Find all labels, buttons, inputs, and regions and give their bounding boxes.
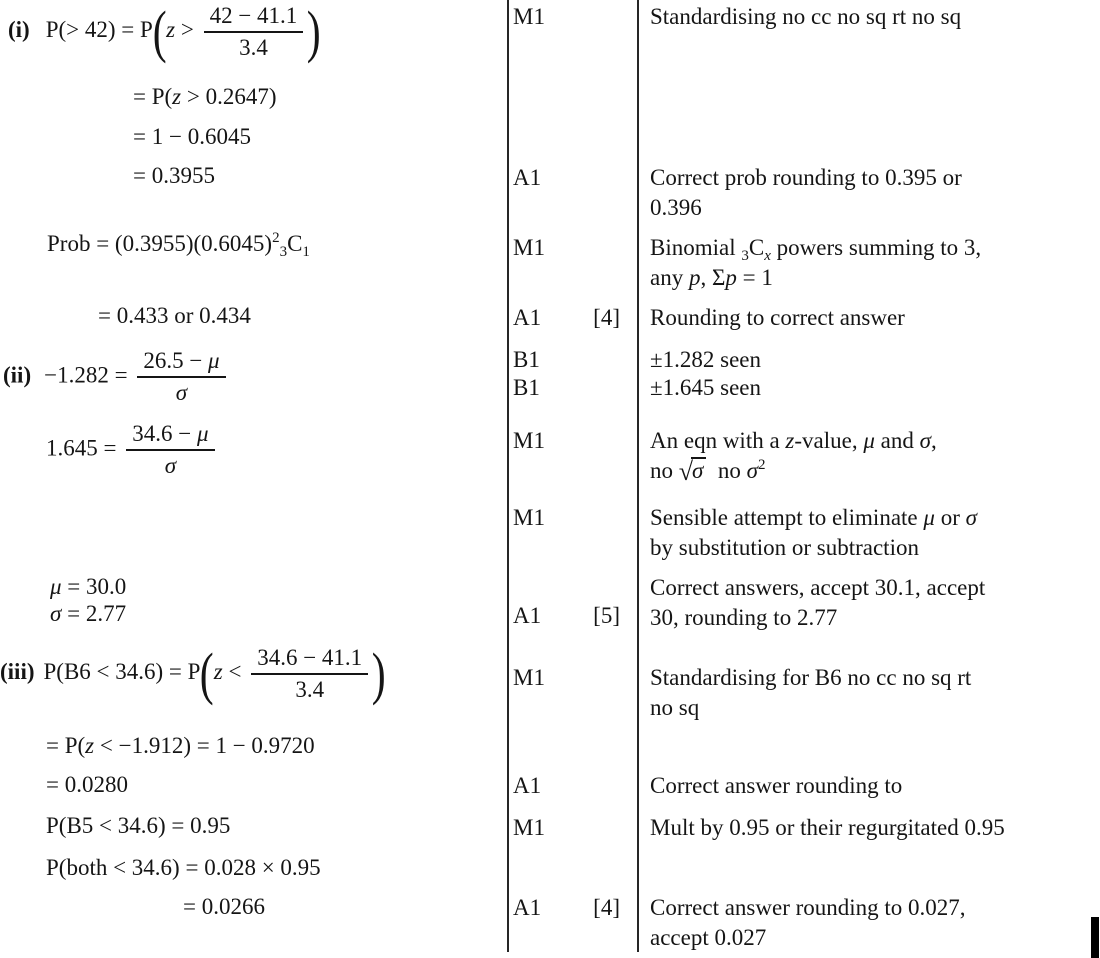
mark-label: A1 [513,603,542,628]
comment-text: Rounding to correct answer [650,305,905,330]
total-bracket: [4] [593,895,620,920]
comment-text: Standardising for B6 no cc no sq rt no sq [650,665,972,720]
working-line-i-oneminus: = 1 − 0.6045 [133,124,251,149]
mark-label: M1 [513,428,545,453]
mark-row [513,893,1098,950]
working-line-i-prob: = 0.3955 [133,163,215,188]
mark-label: B1 [513,347,540,372]
mark-row [513,771,1098,798]
working-line-iii-both: P(both < 34.6) = 0.028 × 0.95 [46,855,321,880]
mark-row [513,163,1098,220]
comment-text: ±1.645 seen [650,375,761,400]
comment-text: ±1.282 seen [650,347,761,372]
working-line-ii-mu: μ = 30.0 [50,574,127,599]
comment-text: Correct answer rounding to 0.027, accept 0.027 [650,895,966,950]
text-cursor [1091,917,1099,958]
working-line-iii-eq: (iii) P(B6 < 34.6) = P(z < $\frac{34.6 - 41.1}{3.4}$ ) [0,641,386,706]
working-line-i-binomial: Prob = $(0.3955)(0.6045)^2_3C_1$ [47,230,310,260]
mark-row [513,345,1098,372]
mark-row [513,426,1098,486]
mark-label: B1 [513,375,540,400]
mark-row [513,2,1098,29]
mark-label: M1 [513,815,545,840]
mark-row [513,233,1098,290]
total-bracket: [4] [593,305,620,330]
working-line-iii-answer: = 0.0266 [183,894,265,919]
working-line-ii-sigma: σ = 2.77 [50,601,127,626]
mark-row [513,663,1098,720]
comment-text: Correct answers, accept 30.1, accept 30, rounding to 2.77 [650,575,986,630]
marks-comments-divider [637,0,639,952]
mark-row [513,373,1098,400]
working-line-iii-b5: P(B5 < 34.6) = 0.95 [46,813,231,838]
mark-label: A1 [513,773,542,798]
mark-label: A1 [513,895,542,920]
mark-row [513,303,1098,330]
working-line-i-answer: = 0.433 or 0.434 [98,303,251,328]
working-line-i-z: = P(z > 0.2647) [133,84,277,109]
mark-label: A1 [513,305,542,330]
mark-label: M1 [513,665,545,690]
mark-label: M1 [513,505,545,530]
comment-text: Correct answer rounding to [650,773,903,798]
comment-text: Sensible attempt to eliminate μ or σ by substitution or subtraction [650,505,977,560]
mark-label: M1 [513,4,545,29]
comment-text: Mult by 0.95 or their regurgitated 0.95 [650,815,1005,840]
mark-row [513,503,1098,560]
mark-row [513,573,1098,630]
mark-row [513,813,1098,840]
comment-text: Correct prob rounding to 0.395 or 0.396 [650,165,962,220]
working-line-ii-eq2: 1.645 = $\frac{34.6 - \mu}{\sigma}$ [46,421,219,479]
working-line-iii-prob: = 0.0280 [46,772,128,797]
working-line-ii-eq1: (ii) −1.282 = $\frac{26.5 - \mu}{\sigma}$ [3,348,230,406]
mark-label: M1 [513,235,545,260]
comment-text: An eqn with a z-value, μ and σ, no √σ no $\sigma^2$ [650,428,937,486]
working-line-i-eq: (i) P(> 42) = P(z > $\frac{42 - 41.1}{3.4}$ ) [8,0,321,64]
comment-text: Binomial $_3C_x$ powers summing to 3, any p, Σp = 1 [650,235,982,290]
working-marks-divider [507,0,509,952]
comment-text: Standardising no cc no sq rt no sq [650,4,962,29]
mark-label: A1 [513,165,542,190]
total-bracket: [5] [593,603,620,628]
working-line-iii-z: = P(z < −1.912) = 1 − 0.9720 [46,733,315,758]
